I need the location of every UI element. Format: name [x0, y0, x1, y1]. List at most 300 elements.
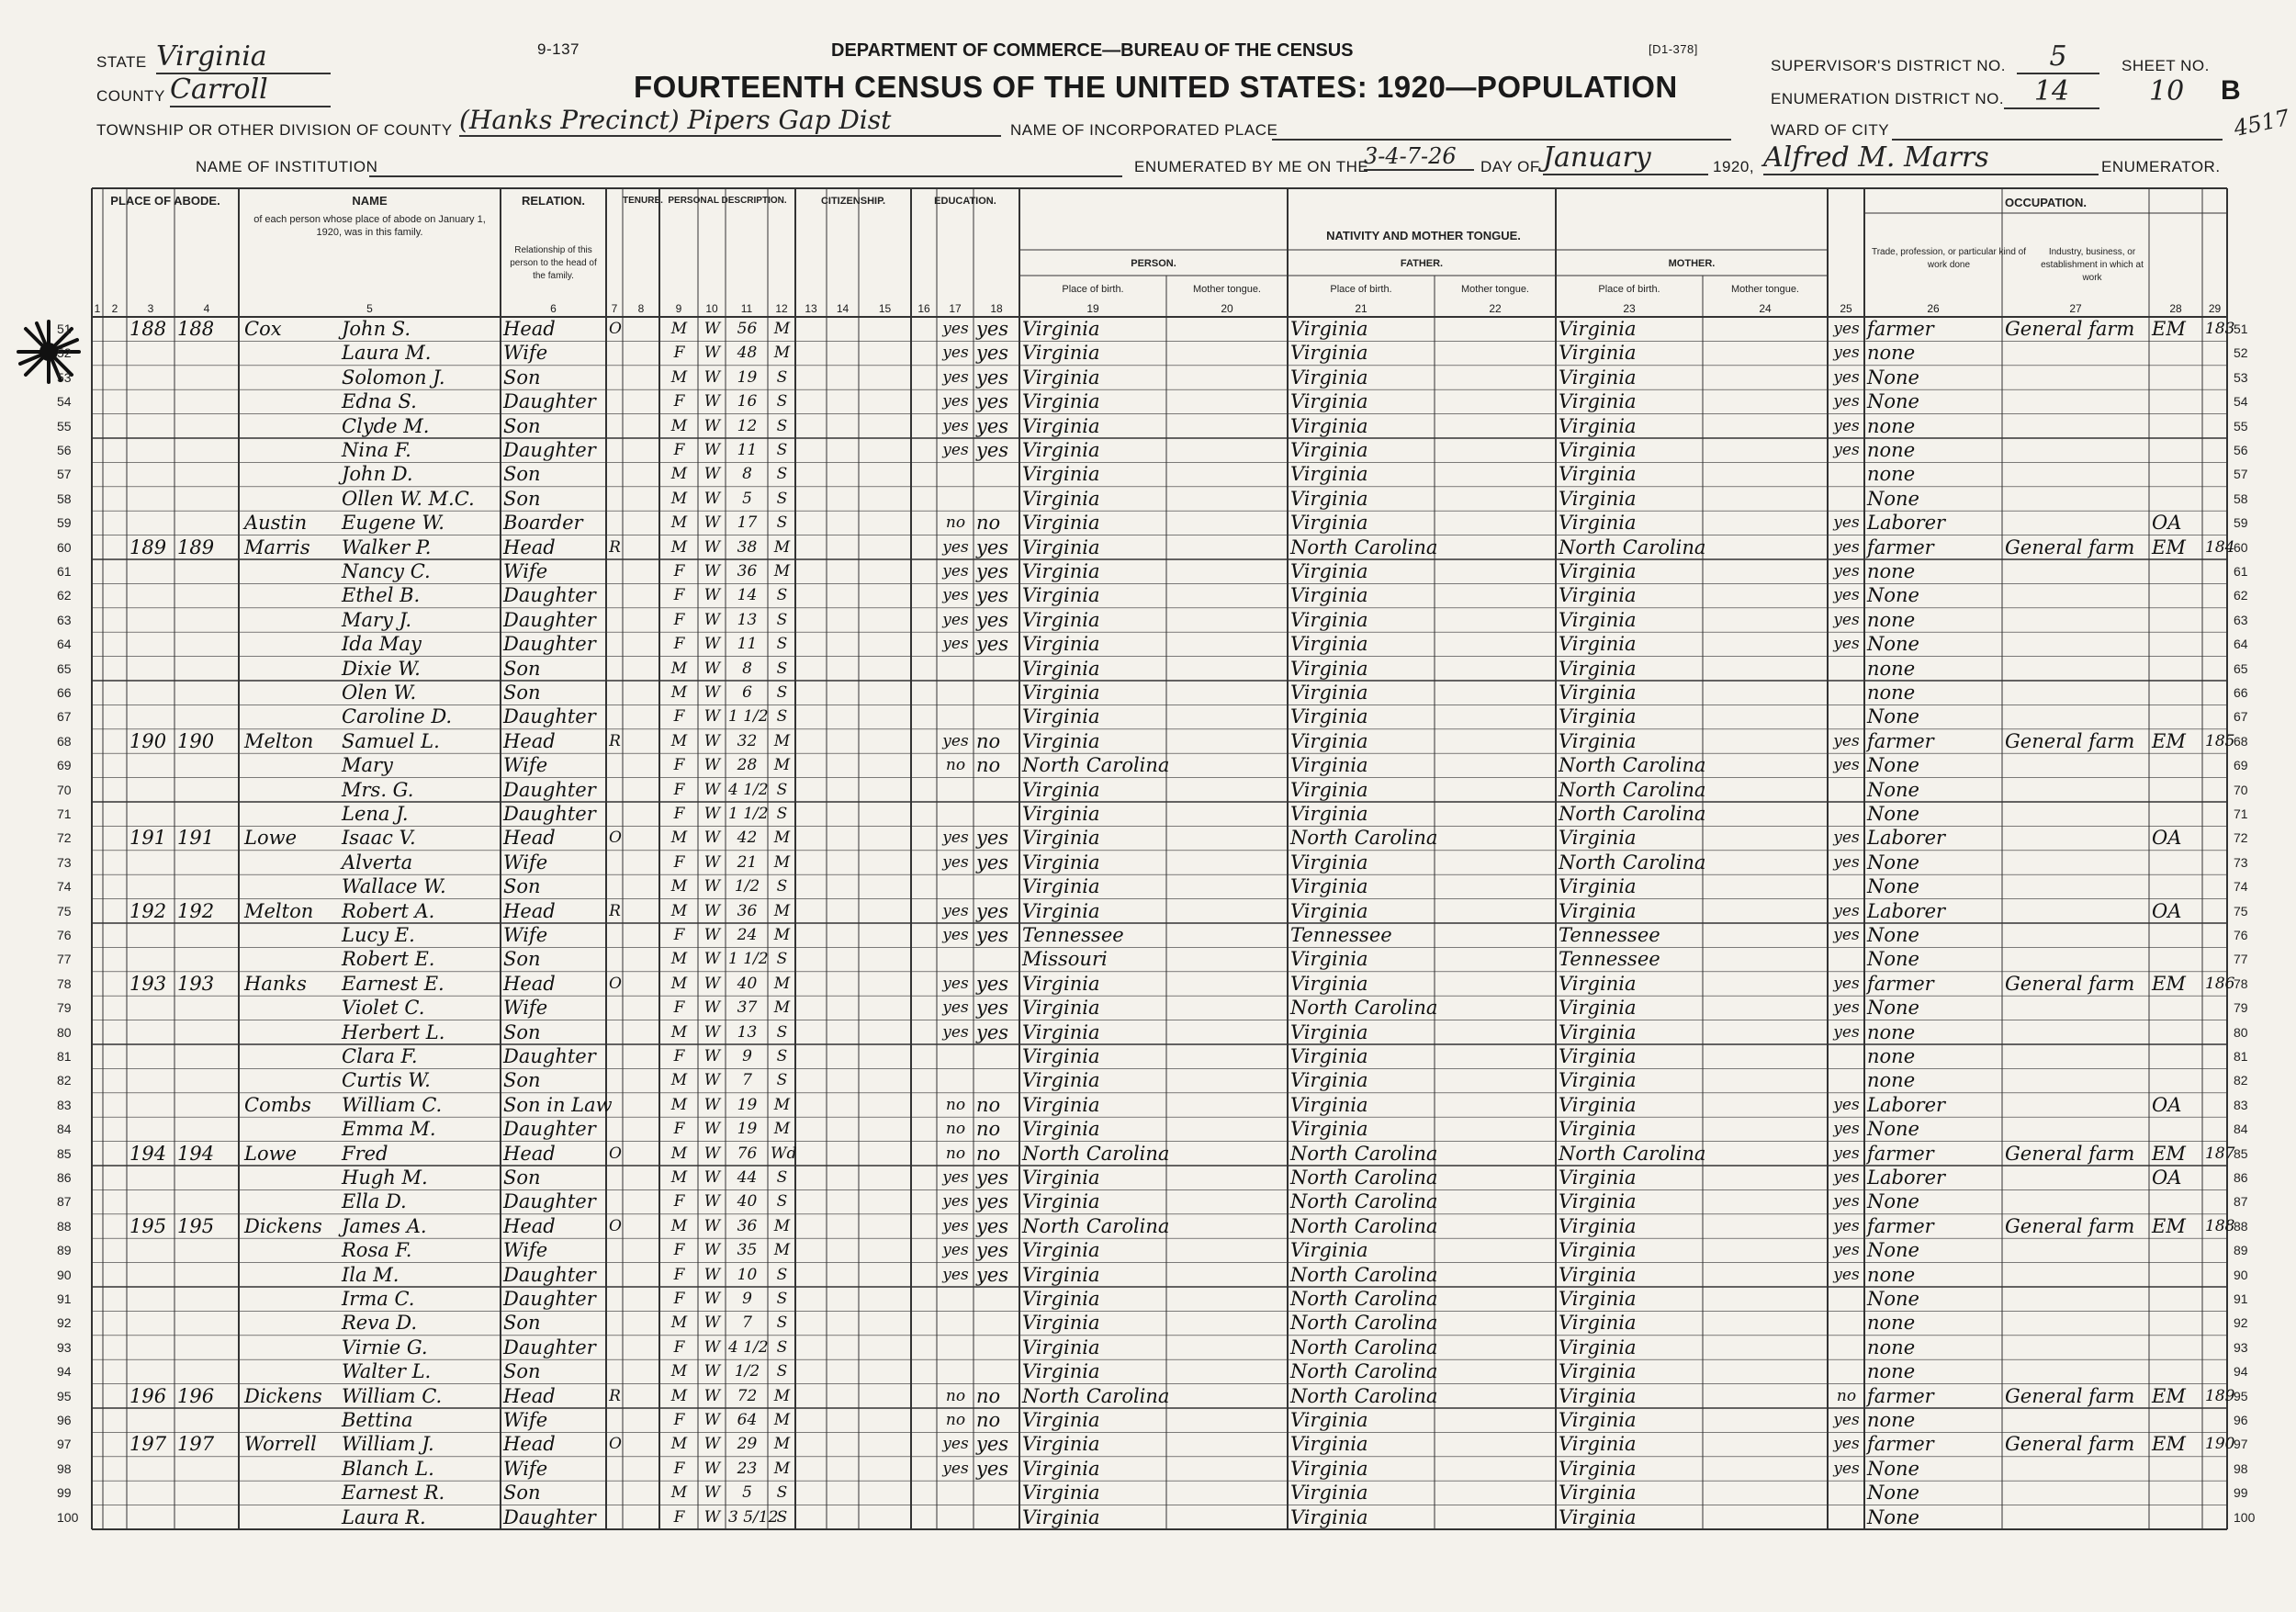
surname-cell: Austin: [244, 512, 308, 535]
sex-cell: M: [670, 489, 688, 508]
line-number-left: 73: [57, 854, 72, 870]
given-name-cell: Dixie W.: [342, 657, 421, 680]
mother-cell: North Carolina: [1559, 803, 1706, 825]
read-cell: yes: [942, 344, 969, 363]
mother-cell: Virginia: [1559, 1045, 1637, 1067]
race-cell: W: [703, 1435, 721, 1454]
birth-cell: Virginia: [1022, 318, 1100, 340]
write-cell: no: [976, 729, 1001, 752]
marital-cell: M: [773, 852, 791, 872]
mother-cell: Virginia: [1559, 487, 1637, 510]
rel-cell: Daughter: [503, 633, 596, 656]
trade-cell: None: [1867, 1505, 1919, 1528]
given-name-cell: Curtis W.: [342, 1069, 431, 1092]
rel-cell: Son: [503, 463, 541, 486]
industry-cell: General farm: [2005, 1384, 2135, 1407]
code-cell: 190: [2205, 1435, 2235, 1454]
line-number-right: 52: [2234, 345, 2248, 361]
column-number: 24: [1759, 302, 1772, 315]
column-number: 22: [1489, 302, 1502, 315]
age-cell: 1 1/2: [728, 805, 769, 823]
eng-cell: yes: [1833, 1144, 1860, 1163]
class-cell: OA: [2152, 512, 2182, 535]
rel-cell: Daughter: [503, 778, 596, 801]
column-number: 13: [805, 302, 817, 315]
age-cell: 9: [742, 1047, 752, 1065]
mother-cell: Virginia: [1559, 729, 1637, 752]
rel-cell: Son: [503, 1482, 541, 1505]
given-name-cell: Nancy C.: [342, 560, 431, 582]
enumerator-label: ENUMERATOR.: [2101, 158, 2221, 175]
supervisor-value: 5: [2017, 40, 2099, 74]
write-cell: no: [976, 754, 1001, 777]
birth-cell: North Carolina: [1022, 1384, 1170, 1407]
trade-cell: None: [1867, 851, 1919, 874]
given-name-cell: James A.: [342, 1214, 427, 1237]
line-number-left: 70: [57, 782, 72, 797]
father-cell: Virginia: [1290, 682, 1368, 704]
line-number-right: 68: [2234, 733, 2248, 749]
read-cell: yes: [942, 416, 969, 435]
group-nativity: NATIVITY AND MOTHER TONGUE.: [1326, 229, 1521, 242]
age-cell: 37: [737, 998, 758, 1018]
marital-cell: S: [776, 441, 788, 459]
state-value: Virginia: [156, 40, 331, 74]
age-cell: 14: [737, 586, 758, 605]
read-cell: no: [945, 1411, 966, 1429]
birth-cell: Virginia: [1022, 390, 1100, 413]
birth-cell: Virginia: [1022, 633, 1100, 656]
father-cell: North Carolina: [1290, 1214, 1438, 1237]
sex-cell: F: [673, 441, 685, 459]
marital-cell: S: [776, 586, 788, 605]
ward-label: WARD OF CITY: [1771, 121, 1890, 139]
birth-cell: Virginia: [1022, 608, 1100, 631]
trade-cell: none: [1867, 1360, 1916, 1383]
line-number-left: 57: [57, 467, 72, 482]
form-code: [D1-378]: [1649, 42, 1698, 56]
line-number-left: 87: [57, 1194, 72, 1210]
age-cell: 12: [737, 416, 758, 435]
race-cell: W: [703, 562, 721, 581]
rel-cell: Daughter: [503, 1336, 596, 1358]
sex-cell: M: [670, 1144, 688, 1163]
age-cell: 9: [742, 1290, 752, 1308]
sex-cell: F: [673, 998, 685, 1018]
marital-cell: M: [773, 1435, 791, 1454]
birth-cell: Virginia: [1022, 875, 1100, 898]
dwelling-cell: 194: [129, 1142, 167, 1165]
sex-cell: M: [670, 950, 688, 969]
marital-cell: M: [773, 901, 791, 920]
father-cell: Virginia: [1290, 1409, 1368, 1431]
enumerator-value: Alfred M. Marrs: [1763, 141, 2099, 175]
mother-cell: Virginia: [1559, 366, 1637, 389]
read-cell: yes: [942, 1459, 969, 1478]
sex-cell: F: [673, 1411, 685, 1429]
group-person: PERSON.: [1131, 258, 1176, 269]
township-label: TOWNSHIP OR OTHER DIVISION OF COUNTY: [96, 121, 453, 139]
eng-cell: yes: [1833, 344, 1860, 363]
eng-cell: yes: [1833, 1095, 1860, 1114]
eng-cell: yes: [1833, 610, 1860, 629]
eng-cell: yes: [1833, 974, 1860, 993]
race-cell: W: [703, 635, 721, 654]
mother-cell: Virginia: [1559, 657, 1637, 680]
write-cell: yes: [976, 972, 1009, 995]
write-cell: yes: [976, 1190, 1009, 1213]
tenure-cell: O: [609, 320, 622, 338]
trade-cell: None: [1867, 1118, 1919, 1141]
marital-cell: S: [776, 1337, 788, 1357]
father-cell: Virginia: [1290, 1020, 1368, 1043]
given-name-cell: Solomon J.: [342, 366, 445, 389]
mother-cell: Virginia: [1559, 1214, 1637, 1237]
tenure-cell: R: [609, 901, 621, 920]
group-mother: MOTHER.: [1668, 258, 1716, 269]
mother-cell: Virginia: [1559, 1118, 1637, 1141]
tenure-cell: R: [609, 731, 621, 750]
race-cell: W: [703, 852, 721, 872]
father-cell: Virginia: [1290, 1239, 1368, 1262]
race-cell: W: [703, 1071, 721, 1090]
eng-cell: yes: [1833, 513, 1860, 533]
father-cell: Virginia: [1290, 1069, 1368, 1092]
code-cell: 183: [2205, 320, 2235, 338]
age-cell: 76: [737, 1144, 758, 1163]
line-number-right: 73: [2234, 854, 2248, 870]
sex-cell: F: [673, 707, 685, 727]
marital-cell: M: [773, 1459, 791, 1478]
supervisor-label: SUPERVISOR'S DISTRICT NO.: [1771, 57, 2006, 74]
race-cell: W: [703, 1265, 721, 1284]
family-cell: 196: [177, 1384, 215, 1407]
sex-cell: M: [670, 1313, 688, 1333]
rel-cell: Daughter: [503, 1505, 596, 1528]
group-name: NAME: [352, 194, 388, 208]
given-name-cell: Violet C.: [342, 997, 425, 1020]
rel-cell: Head: [503, 1384, 556, 1407]
dwelling-cell: 188: [129, 318, 167, 340]
line-number-left: 94: [57, 1364, 72, 1380]
rel-cell: Wife: [503, 924, 548, 946]
father-cell: Virginia: [1290, 1118, 1368, 1141]
father-cell: Virginia: [1290, 390, 1368, 413]
mother-cell: Virginia: [1559, 972, 1637, 995]
line-number-right: 66: [2234, 685, 2248, 700]
line-number-right: 91: [2234, 1291, 2248, 1306]
line-number-left: 90: [57, 1267, 72, 1282]
trade-cell: Laborer: [1867, 827, 1946, 850]
race-cell: W: [703, 1411, 721, 1429]
marital-cell: S: [776, 635, 788, 654]
sex-cell: M: [670, 1071, 688, 1090]
margin-note: 4517: [2231, 104, 2292, 142]
marital-cell: S: [776, 780, 788, 799]
birth-cell: Virginia: [1022, 657, 1100, 680]
class-cell: EM: [2152, 1214, 2186, 1237]
line-number-left: 76: [57, 928, 72, 942]
mother-cell: Virginia: [1559, 1505, 1637, 1528]
sex-cell: M: [670, 1216, 688, 1235]
class-cell: EM: [2152, 1433, 2186, 1456]
given-name-cell: Clyde M.: [342, 414, 430, 437]
trade-cell: None: [1867, 390, 1919, 413]
father-cell: North Carolina: [1290, 1384, 1438, 1407]
father-cell: Virginia: [1290, 851, 1368, 874]
read-cell: no: [945, 756, 966, 775]
trade-cell: None: [1867, 803, 1919, 825]
given-name-cell: Walter L.: [342, 1360, 432, 1383]
family-cell: 197: [177, 1433, 215, 1456]
rel-cell: Daughter: [503, 1045, 596, 1067]
rel-cell: Head: [503, 827, 556, 850]
rel-cell: Son: [503, 414, 541, 437]
eng-cell: yes: [1833, 901, 1860, 920]
read-cell: yes: [942, 635, 969, 654]
class-cell: EM: [2152, 535, 2186, 558]
read-cell: no: [945, 1386, 966, 1405]
read-cell: yes: [942, 610, 969, 629]
read-cell: yes: [942, 731, 969, 750]
tenure-cell: O: [609, 1216, 622, 1235]
mother-cell: Virginia: [1559, 1239, 1637, 1262]
trade-cell: none: [1867, 463, 1916, 486]
birth-cell: Virginia: [1022, 1409, 1100, 1431]
class-cell: EM: [2152, 972, 2186, 995]
eng-cell: yes: [1833, 441, 1860, 459]
given-name-cell: Clara F.: [342, 1045, 418, 1067]
class-cell: OA: [2152, 827, 2182, 850]
sex-cell: F: [673, 1120, 685, 1139]
rel-cell: Head: [503, 1214, 556, 1237]
given-name-cell: Emma M.: [342, 1118, 436, 1141]
tenure-cell: O: [609, 1435, 622, 1454]
given-name-cell: Rosa F.: [342, 1239, 412, 1262]
column-number: 2: [111, 302, 118, 315]
line-number-left: 61: [57, 564, 72, 579]
father-cell: Virginia: [1290, 366, 1368, 389]
age-cell: 21: [737, 852, 758, 872]
father-cell: North Carolina: [1290, 1312, 1438, 1335]
marital-cell: M: [773, 537, 791, 557]
trade-cell: None: [1867, 1288, 1919, 1310]
group-citizenship: CITIZENSHIP.: [820, 196, 886, 207]
line-number-right: 96: [2234, 1413, 2248, 1427]
race-cell: W: [703, 1459, 721, 1478]
write-cell: yes: [976, 1457, 1009, 1480]
race-cell: W: [703, 465, 721, 484]
sex-cell: M: [670, 731, 688, 750]
line-number-right: 72: [2234, 830, 2248, 846]
eng-cell: yes: [1833, 1120, 1860, 1139]
sex-cell: M: [670, 1095, 688, 1114]
family-cell: 190: [177, 729, 215, 752]
read-cell: yes: [942, 441, 969, 459]
father-cell: North Carolina: [1290, 1360, 1438, 1383]
mother-cell: Virginia: [1559, 1433, 1637, 1456]
read-cell: yes: [942, 829, 969, 848]
write-cell: yes: [976, 318, 1009, 340]
class-cell: EM: [2152, 729, 2186, 752]
read-cell: yes: [942, 1216, 969, 1235]
rel-cell: Wife: [503, 1457, 548, 1480]
age-cell: 23: [737, 1459, 758, 1478]
column-number: 10: [705, 302, 718, 315]
trade-cell: None: [1867, 487, 1919, 510]
age-cell: 28: [737, 756, 758, 775]
marital-cell: M: [773, 1120, 791, 1139]
line-number-left: 53: [57, 369, 72, 385]
line-number-right: 98: [2234, 1460, 2248, 1476]
person-birth-head: Place of birth.: [1062, 284, 1124, 295]
class-cell: EM: [2152, 1384, 2186, 1407]
birth-cell: Virginia: [1022, 342, 1100, 365]
age-cell: 36: [737, 562, 758, 581]
county-value: Carroll: [170, 73, 331, 107]
age-cell: 13: [737, 1022, 758, 1042]
dwelling-cell: 190: [129, 729, 167, 752]
column-number: 16: [917, 302, 930, 315]
given-name-cell: Laura R.: [342, 1505, 426, 1528]
line-number-right: 83: [2234, 1097, 2248, 1112]
father-cell: North Carolina: [1290, 1167, 1438, 1189]
father-cell: Virginia: [1290, 633, 1368, 656]
birth-cell: Virginia: [1022, 972, 1100, 995]
trade-cell: none: [1867, 1069, 1916, 1092]
mother-cell: Virginia: [1559, 414, 1637, 437]
line-number-right: 92: [2234, 1315, 2248, 1331]
birth-cell: Virginia: [1022, 899, 1100, 922]
sex-cell: F: [673, 805, 685, 823]
write-cell: no: [976, 512, 1001, 535]
trade-cell: none: [1867, 1263, 1916, 1286]
race-cell: W: [703, 950, 721, 969]
group-personal: PERSONAL DESCRIPTION.: [668, 196, 787, 206]
birth-cell: Virginia: [1022, 682, 1100, 704]
age-cell: 11: [737, 635, 758, 654]
father-cell: Virginia: [1290, 487, 1368, 510]
birth-cell: Virginia: [1022, 512, 1100, 535]
code-cell: 185: [2205, 731, 2235, 750]
given-name-cell: Ella D.: [342, 1190, 407, 1213]
sex-cell: M: [670, 1435, 688, 1454]
father-birth-head: Place of birth.: [1330, 284, 1392, 295]
column-number: 7: [611, 302, 618, 315]
rel-cell: Daughter: [503, 1288, 596, 1310]
trade-cell: Laborer: [1867, 512, 1946, 535]
race-cell: W: [703, 1192, 721, 1212]
sheet-value: 10: [2149, 75, 2185, 107]
code-cell: 189: [2205, 1386, 2235, 1405]
tenure-cell: R: [609, 537, 621, 557]
family-cell: 195: [177, 1214, 215, 1237]
birth-cell: Virginia: [1022, 1069, 1100, 1092]
trade-cell: none: [1867, 1336, 1916, 1358]
trade-cell: None: [1867, 1190, 1919, 1213]
code-cell: 187: [2205, 1144, 2235, 1163]
race-cell: W: [703, 683, 721, 702]
rel-cell: Daughter: [503, 390, 596, 413]
trade-cell: farmer: [1867, 1214, 1934, 1237]
sex-cell: M: [670, 1022, 688, 1042]
write-cell: yes: [976, 899, 1009, 922]
write-cell: yes: [976, 924, 1009, 946]
family-cell: 189: [177, 535, 215, 558]
race-cell: W: [703, 659, 721, 678]
eng-cell: yes: [1833, 1168, 1860, 1187]
column-number: 5: [366, 302, 373, 315]
trade-cell: None: [1867, 924, 1919, 946]
race-cell: W: [703, 829, 721, 848]
given-name-cell: Ollen W. M.C.: [342, 487, 475, 510]
birth-cell: Virginia: [1022, 1190, 1100, 1213]
marital-cell: S: [776, 1047, 788, 1065]
rel-cell: Wife: [503, 560, 548, 582]
race-cell: W: [703, 731, 721, 750]
tenure-cell: R: [609, 1386, 621, 1405]
marital-cell: Wd: [771, 1144, 797, 1163]
father-cell: Virginia: [1290, 754, 1368, 777]
birth-cell: Virginia: [1022, 1045, 1100, 1067]
marital-cell: S: [776, 367, 788, 387]
line-number-right: 53: [2234, 369, 2248, 385]
line-number-right: 51: [2234, 321, 2248, 336]
column-number: 4: [203, 302, 210, 315]
age-cell: 13: [737, 610, 758, 629]
column-number: 9: [675, 302, 682, 315]
sex-cell: F: [673, 756, 685, 775]
age-cell: 17: [737, 513, 758, 533]
given-name-cell: Virnie G.: [342, 1336, 428, 1358]
father-cell: Virginia: [1290, 584, 1368, 607]
sheet-letter: B: [2221, 75, 2241, 106]
sex-cell: F: [673, 1290, 685, 1308]
race-cell: W: [703, 1241, 721, 1260]
column-number: 14: [836, 302, 850, 315]
line-number-right: 59: [2234, 515, 2248, 531]
trade-cell: None: [1867, 705, 1919, 728]
birth-cell: Virginia: [1022, 705, 1100, 728]
mother-cell: Virginia: [1559, 1020, 1637, 1043]
given-name-cell: Olen W.: [342, 682, 417, 704]
marital-cell: S: [776, 1071, 788, 1090]
father-cell: North Carolina: [1290, 1336, 1438, 1358]
column-number: 20: [1221, 302, 1233, 315]
line-number-left: 78: [57, 975, 72, 991]
given-name-cell: John S.: [342, 318, 411, 340]
given-name-cell: Blanch L.: [342, 1457, 434, 1480]
line-number-right: 64: [2234, 637, 2248, 652]
mother-cell: Virginia: [1559, 1482, 1637, 1505]
age-cell: 42: [737, 829, 758, 848]
birth-cell: Virginia: [1022, 1167, 1100, 1189]
mother-cell: Virginia: [1559, 1288, 1637, 1310]
institution-label: NAME OF INSTITUTION: [196, 158, 378, 175]
age-cell: 38: [737, 537, 758, 557]
marital-cell: M: [773, 320, 791, 338]
dwelling-cell: 191: [129, 827, 167, 850]
read-cell: yes: [942, 1168, 969, 1187]
family-cell: 192: [177, 899, 215, 922]
sex-cell: M: [670, 320, 688, 338]
line-number-left: 68: [57, 733, 72, 749]
given-name-cell: Ethel B.: [342, 584, 421, 607]
given-name-cell: Earnest R.: [342, 1482, 445, 1505]
group-place-of-abode: PLACE OF ABODE.: [110, 194, 220, 208]
column-number: 23: [1623, 302, 1636, 315]
rel-cell: Boarder: [503, 512, 583, 535]
